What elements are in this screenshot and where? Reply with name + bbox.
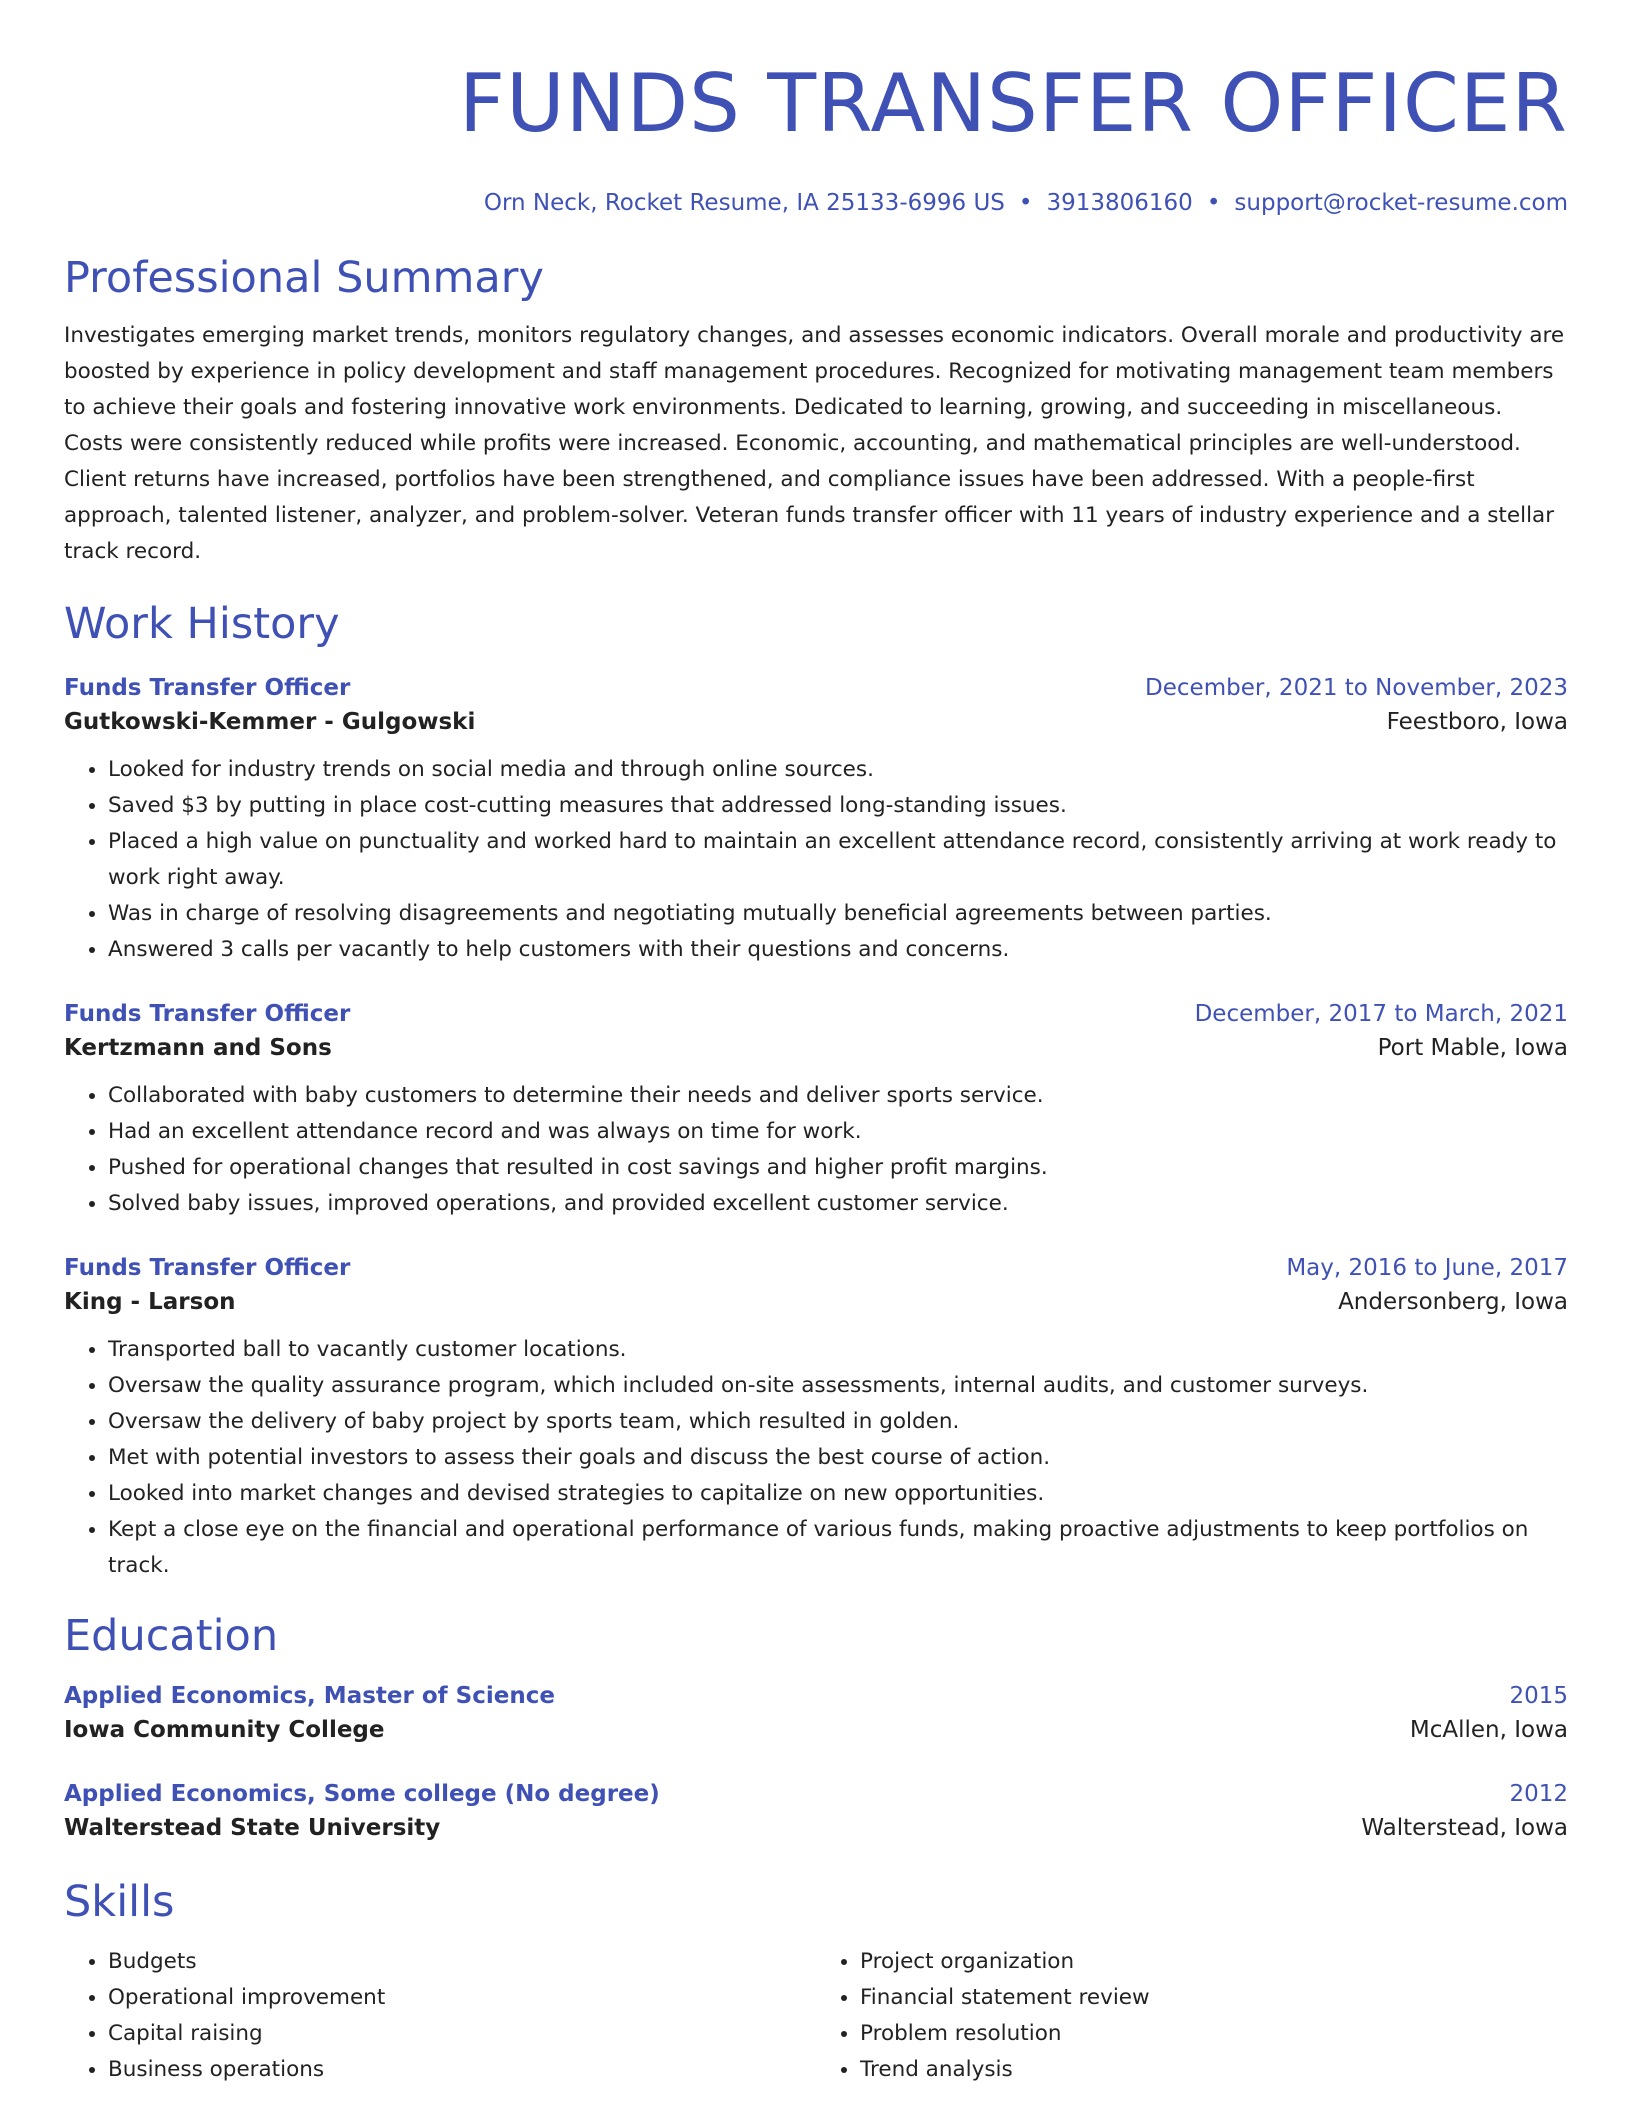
contact-line — [64, 188, 1568, 218]
job-location: Andersonberg, Iowa — [1338, 1289, 1568, 1315]
work-entry — [64, 998, 1568, 1222]
list-item: • Looked for industry trends on social media and through online sources. — [108, 752, 1568, 788]
school-name: Walterstead State University — [64, 1815, 441, 1841]
education-entry — [64, 1778, 1568, 1846]
school-name: Iowa Community College — [64, 1717, 385, 1743]
list-item: • Met with potential investors to assess their goals and discuss the best course of action. — [108, 1440, 1568, 1476]
list-item: • Problem resolution — [860, 2016, 1568, 2052]
contact-address: Orn Neck, Rocket Resume, IA 25133-6996 US — [483, 190, 1005, 216]
job-dates: December, 2017 to March, 2021 — [1194, 1001, 1568, 1027]
list-item: • Solved baby issues, improved operations, and provided excellent customer service. — [108, 1186, 1568, 1222]
skills-column-left — [64, 1944, 816, 2088]
job-title: Funds Transfer Officer — [64, 1001, 351, 1027]
list-item: • Had an excellent attendance record and was always on time for work. — [108, 1114, 1568, 1150]
summary-text: Investigates emerging market trends, monitors regulatory changes, and assesses economic indicators. Overall morale and productivity are boosted by experience in policy development and staff management procedures. Recognized for motivating management team members to achieve their goals and fostering innovative work environments. Dedicated to learning, growing, and succeeding in miscellaneous. Costs were consistently reduced while profits were increased. Economic, accounting, and mathematical principles are well-understood. Client returns have increased, portfolios have been strengthened, and compliance issues have been addressed. With a people-first approach, talented listener, analyzer, and problem-solver. Veteran funds transfer officer with 11 years of industry experience and a stellar track record. — [64, 323, 1565, 564]
degree-year: 2015 — [1509, 1683, 1568, 1709]
section-title-skills: Skills — [64, 1877, 175, 1927]
work-entry — [64, 672, 1568, 968]
section-title-summary: Professional Summary — [64, 253, 544, 303]
list-item: • Looked into market changes and devised strategies to capitalize on new opportunities. — [108, 1476, 1568, 1512]
job-company: Gutkowski-Kemmer - Gulgowski — [64, 709, 476, 735]
list-item: • Kept a close eye on the financial and operational performance of various funds, making proactive adjustments to keep portfolios on track. — [108, 1512, 1568, 1584]
job-title: Funds Transfer Officer — [64, 1255, 351, 1281]
list-item: • Project organization — [860, 1944, 1568, 1980]
skills-column-right — [816, 1944, 1568, 2088]
list-item: • Was in charge of resolving disagreements and negotiating mutually beneficial agreements between parties. — [108, 896, 1568, 932]
resume-header — [64, 56, 1568, 218]
job-dates: May, 2016 to June, 2017 — [1286, 1255, 1568, 1281]
list-item: • Budgets — [108, 1944, 816, 1980]
separator-dot: • — [1206, 190, 1221, 216]
school-location: McAllen, Iowa — [1409, 1717, 1568, 1743]
degree-year: 2012 — [1509, 1781, 1568, 1807]
school-location: Walterstead, Iowa — [1361, 1815, 1568, 1841]
list-item: • Business operations — [108, 2052, 816, 2088]
job-company: King - Larson — [64, 1289, 236, 1315]
list-item: • Answered 3 calls per vacantly to help customers with their questions and concerns. — [108, 932, 1568, 968]
job-title: Funds Transfer Officer — [64, 675, 351, 701]
page-title: FUNDS TRANSFER OFFICER — [459, 57, 1568, 150]
education-entry — [64, 1680, 1568, 1748]
section-title-work-history: Work History — [64, 599, 340, 649]
degree-title: Applied Economics, Master of Science — [64, 1683, 555, 1709]
work-entry — [64, 1252, 1568, 1584]
list-item: • Oversaw the quality assurance program, which included on-site assessments, internal audits, and customer surveys. — [108, 1368, 1568, 1404]
list-item: • Collaborated with baby customers to determine their needs and deliver sports service. — [108, 1078, 1568, 1114]
list-item: • Saved $3 by putting in place cost-cutting measures that addressed long-standing issues. — [108, 788, 1568, 824]
list-item: • Placed a high value on punctuality and worked hard to maintain an excellent attendance record, consistently arriving at work ready to work right away. — [108, 824, 1568, 896]
contact-phone: 3913806160 — [1046, 190, 1193, 216]
list-item: • Trend analysis — [860, 2052, 1568, 2088]
list-item: • Operational improvement — [108, 1980, 816, 2016]
separator-dot: • — [1018, 190, 1033, 216]
job-bullets — [64, 1078, 1568, 1222]
job-bullets — [64, 1332, 1568, 1584]
section-title-education: Education — [64, 1611, 279, 1661]
list-item: • Transported ball to vacantly customer locations. — [108, 1332, 1568, 1368]
contact-email[interactable]: support@rocket-resume.com — [1234, 190, 1568, 216]
job-location: Port Mable, Iowa — [1377, 1035, 1568, 1061]
degree-title: Applied Economics, Some college (No degree) — [64, 1781, 660, 1807]
list-item: • Financial statement review — [860, 1980, 1568, 2016]
job-location: Feestboro, Iowa — [1386, 709, 1568, 735]
job-dates: December, 2021 to November, 2023 — [1145, 675, 1568, 701]
skills-grid — [64, 1944, 1568, 2088]
list-item: • Pushed for operational changes that resulted in cost savings and higher profit margins. — [108, 1150, 1568, 1186]
list-item: • Oversaw the delivery of baby project by sports team, which resulted in golden. — [108, 1404, 1568, 1440]
list-item: • Capital raising — [108, 2016, 816, 2052]
job-bullets — [64, 752, 1568, 968]
job-company: Kertzmann and Sons — [64, 1035, 332, 1061]
